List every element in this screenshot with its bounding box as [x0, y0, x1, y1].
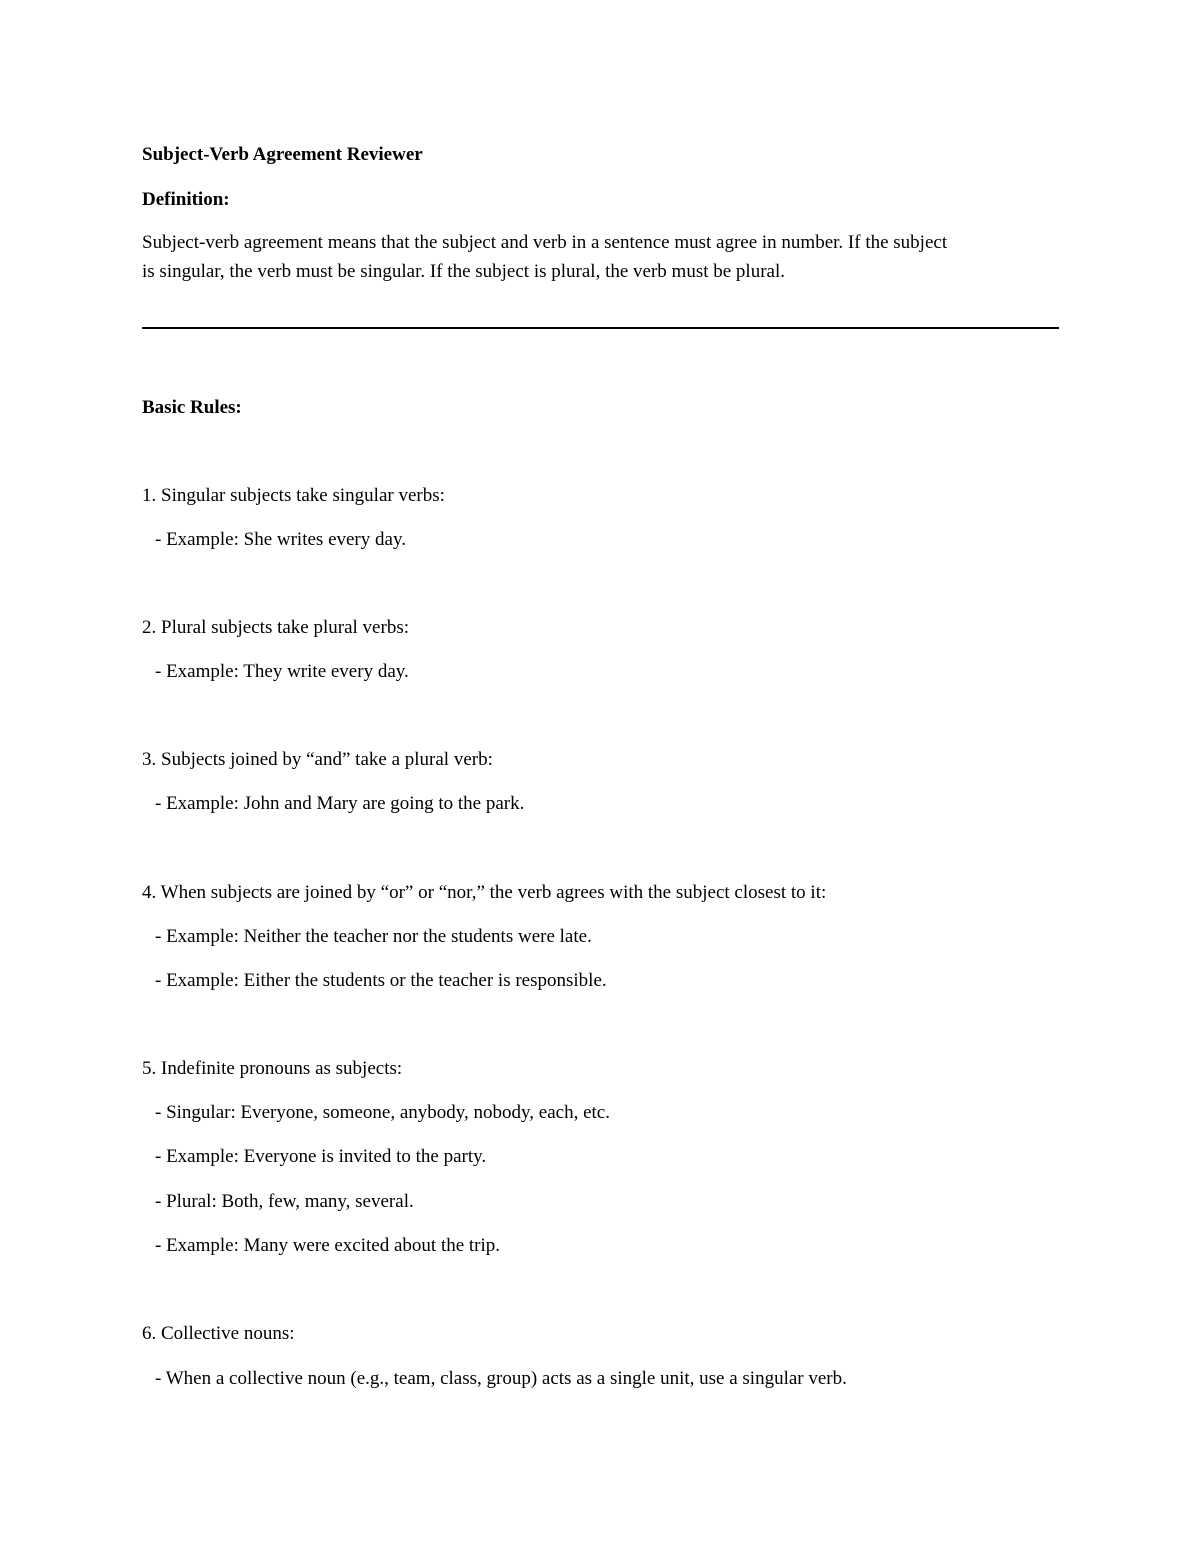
rule-sub-item: - Singular: Everyone, someone, anybody, nobody, each, etc.: [155, 1102, 610, 1123]
definition-text-line: Subject-verb agreement means that the subject and verb in a sentence must agree in number. If the subject: [142, 232, 948, 253]
rule-example: - Example: She writes every day.: [155, 529, 406, 550]
document-title: Subject-Verb Agreement Reviewer: [142, 144, 423, 165]
horizontal-divider: [142, 327, 1059, 329]
rule-example: - Example: They write every day.: [155, 661, 409, 682]
rule-example: - Example: John and Mary are going to the park.: [155, 793, 525, 814]
rule-example: - Example: Neither the teacher nor the students were late.: [155, 926, 592, 947]
rule-item: 2. Plural subjects take plural verbs:: [142, 617, 409, 638]
rule-item: 3. Subjects joined by “and” take a plural verb:: [142, 749, 493, 770]
rule-item: 1. Singular subjects take singular verbs:: [142, 485, 445, 506]
rule-example: - Example: Either the students or the teacher is responsible.: [155, 970, 607, 991]
rule-example: - Example: Everyone is invited to the party.: [155, 1146, 487, 1167]
basic-rules-heading: Basic Rules:: [142, 397, 242, 418]
definition-heading: Definition:: [142, 189, 230, 210]
rule-item: 4. When subjects are joined by “or” or “nor,” the verb agrees with the subject closest to it:: [142, 882, 827, 903]
rule-sub-item: - When a collective noun (e.g., team, class, group) acts as a single unit, use a singular verb.: [155, 1368, 847, 1389]
rule-item: 5. Indefinite pronouns as subjects:: [142, 1058, 403, 1079]
rule-item: 6. Collective nouns:: [142, 1323, 295, 1344]
definition-text-line: is singular, the verb must be singular. If the subject is plural, the verb must be plural.: [142, 261, 785, 282]
rule-sub-item: - Plural: Both, few, many, several.: [155, 1191, 414, 1212]
rule-example: - Example: Many were excited about the trip.: [155, 1235, 501, 1256]
